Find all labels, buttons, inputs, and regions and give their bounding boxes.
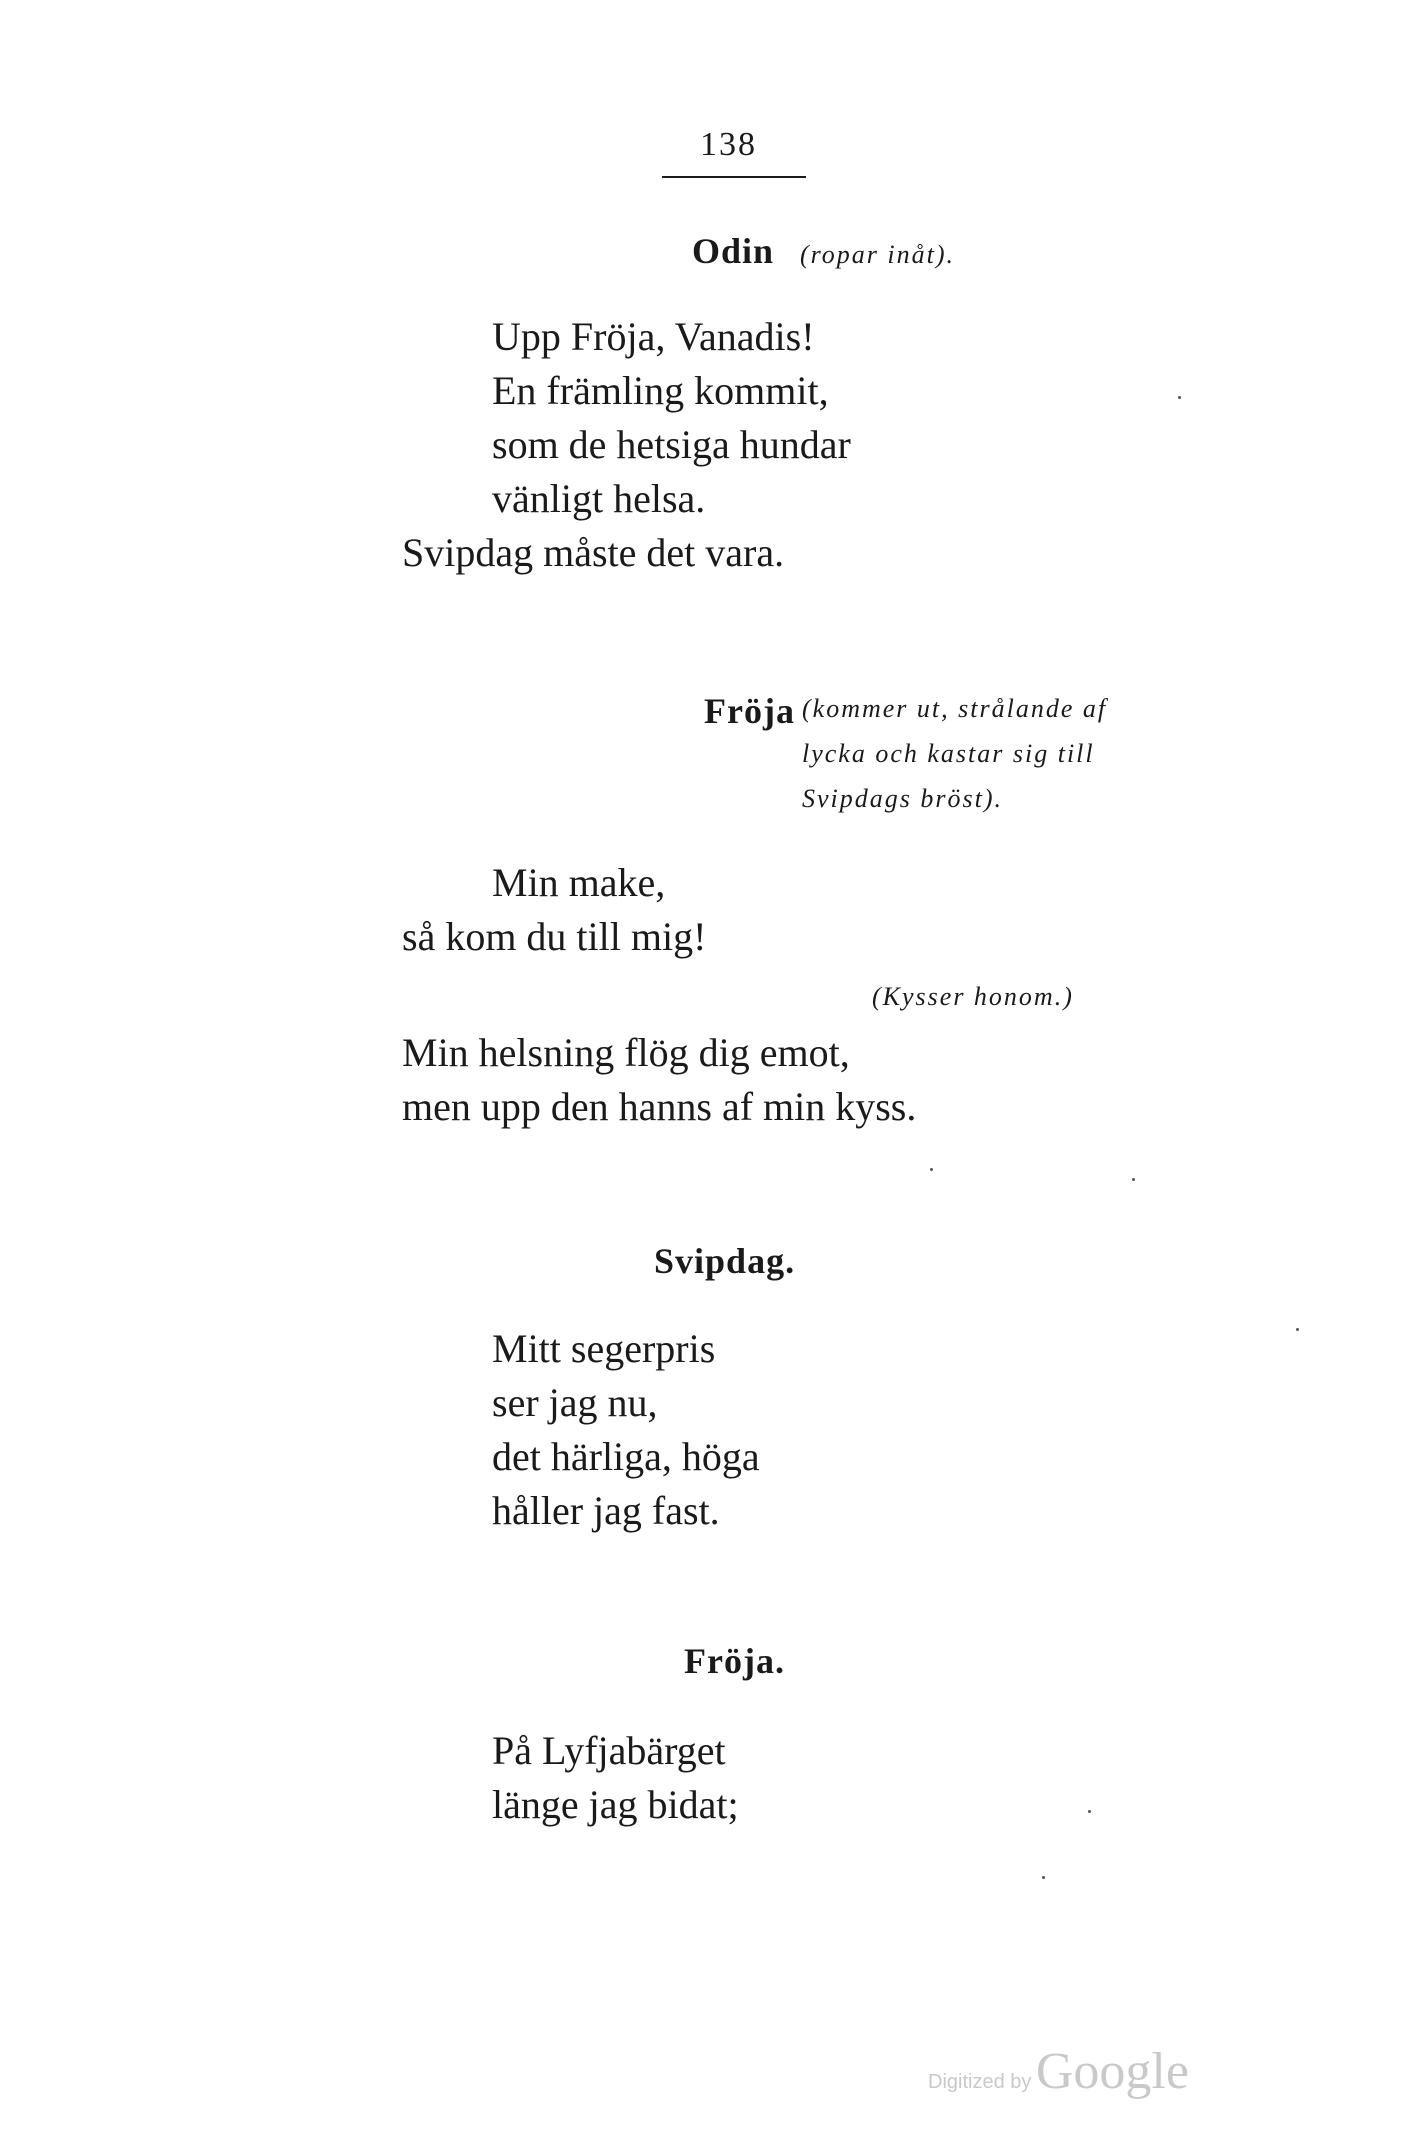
stage-direction-froja-1: (kommer ut, strålande af [802,694,1108,723]
header-rule [662,176,806,178]
stage-direction-froja-2: lycka och kastar sig till [802,739,1095,768]
verse-line: länge jag bidat; [492,1782,739,1827]
verse-line: håller jag fast. [492,1488,720,1533]
verse-line: Min make, [492,860,666,905]
verse-line: Upp Fröja, Vanadis! [492,314,815,359]
verse-line: Svipdag måste det vara. [402,530,785,575]
verse-line: så kom du till mig! [402,914,707,959]
speaker-odin: Odin [692,231,775,271]
scan-speck [1132,1178,1135,1181]
verse-line: det härliga, höga [492,1434,760,1479]
stage-direction-kysser: (Kysser honom.) [872,982,1074,1011]
scan-speck [1296,1328,1299,1331]
verse-line: Mitt segerpris [492,1326,716,1371]
verse-line: Min helsning flög dig emot, [402,1030,850,1075]
page-number: 138 [700,126,757,163]
scan-speck [1088,1810,1091,1813]
verse-line: som de hetsiga hundar [492,422,851,467]
digitized-watermark [928,2042,1189,2101]
scan-speck [1178,396,1181,399]
speaker-froja-2: Fröja. [684,1641,785,1681]
verse-line: men upp den hanns af min kyss. [402,1084,917,1129]
verse-line: ser jag nu, [492,1380,658,1425]
stage-direction-froja-3: Svipdags bröst). [802,784,1003,813]
verse-line: På Lyfjabärget [492,1728,726,1773]
speaker-svipdag: Svipdag. [654,1241,796,1281]
google-logo: Google [1035,2043,1189,2100]
scan-speck [930,1168,933,1171]
speaker-froja: Fröja [704,691,795,731]
digitized-by-label: Digitized by [928,2071,1032,2093]
stage-direction-odin: (ropar inåt). [800,240,956,269]
scan-speck [1042,1876,1045,1879]
verse-line: En främling kommit, [492,368,829,413]
verse-line: vänligt helsa. [492,476,706,521]
